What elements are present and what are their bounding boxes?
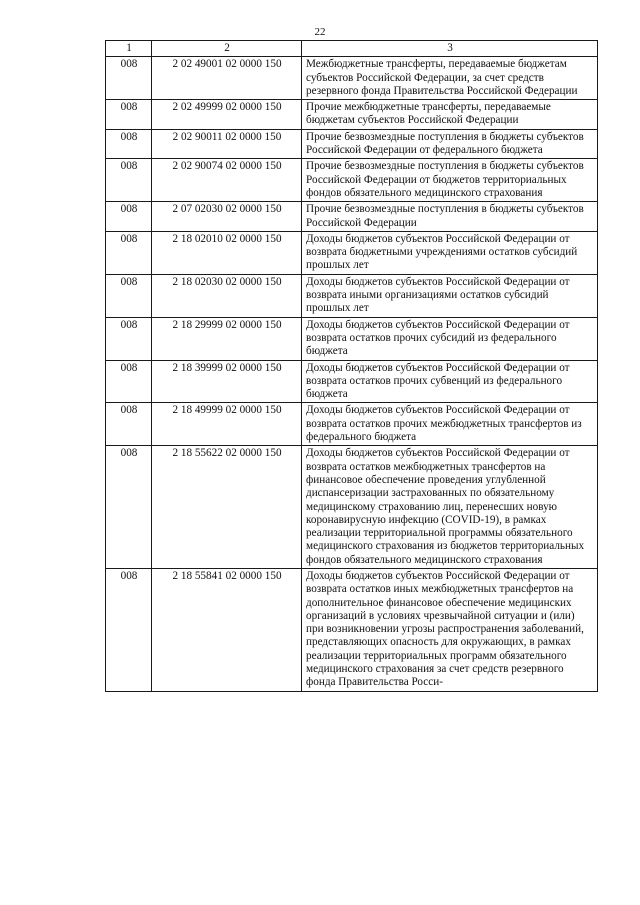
description-cell: Доходы бюджетов субъектов Российской Федерации от возврата иными организациями остатков субсидий прошлых лет [302,274,598,317]
classification-code-cell: 2 18 02030 02 0000 150 [152,274,302,317]
description-cell: Доходы бюджетов субъектов Российской Федерации от возврата остатков межбюджетных трансфертов на финансовое обеспечение проведения углубленной диспансеризации застрахованных по обязательному медицинскому страхованию лиц, перенесших новую коронавирусную инфекцию (COVID-19), в рамках реализации территориальной программы обязательного медицинского страхования из бюджетов территориальных фондов обязательного медицинского страхования [302,446,598,569]
admin-code-cell: 008 [106,100,152,130]
budget-revenue-table [105,40,598,692]
table-row [106,129,598,159]
table-row [106,360,598,403]
description-cell: Прочие межбюджетные трансферты, передаваемые бюджетам субъектов Российской Федерации [302,100,598,130]
admin-code-cell: 008 [106,57,152,100]
classification-code-cell: 2 02 49999 02 0000 150 [152,100,302,130]
description-cell: Доходы бюджетов субъектов Российской Федерации от возврата остатков иных межбюджетных трансфертов на дополнительное финансовое обеспечение медицинских организаций в условиях чрезвычайной ситуации и (или) при возникновении угрозы распространения заболеваний, представляющих опасность для окружающих, в рамках реализации территориальных программ обязательного медицинского страхования за счет средств резервного фонда Правительства Росси- [302,568,598,691]
description-cell: Доходы бюджетов субъектов Российской Федерации от возврата бюджетными учреждениями остатков субсидий прошлых лет [302,231,598,274]
description-cell: Межбюджетные трансферты, передаваемые бюджетам субъектов Российской Федерации, за счет средств резервного фонда Правительства Российской Федерации [302,57,598,100]
admin-code-cell: 008 [106,129,152,159]
header-col-1: 1 [106,41,152,57]
admin-code-cell: 008 [106,317,152,360]
admin-code-cell: 008 [106,446,152,569]
table-row [106,57,598,100]
page-number: 22 [314,26,326,38]
header-col-2: 2 [152,41,302,57]
classification-code-cell: 2 02 90011 02 0000 150 [152,129,302,159]
table-row [106,202,598,232]
classification-code-cell: 2 07 02030 02 0000 150 [152,202,302,232]
classification-code-cell: 2 18 49999 02 0000 150 [152,403,302,446]
description-cell: Доходы бюджетов субъектов Российской Федерации от возврата остатков прочих субсидий из федерального бюджета [302,317,598,360]
table-header-row [106,41,598,57]
classification-code-cell: 2 18 02010 02 0000 150 [152,231,302,274]
admin-code-cell: 008 [106,403,152,446]
table-row [106,159,598,202]
header-col-3: 3 [302,41,598,57]
classification-code-cell: 2 02 90074 02 0000 150 [152,159,302,202]
admin-code-cell: 008 [106,202,152,232]
table-row [106,446,598,569]
admin-code-cell: 008 [106,568,152,691]
classification-code-cell: 2 18 29999 02 0000 150 [152,317,302,360]
classification-code-cell: 2 18 55841 02 0000 150 [152,568,302,691]
table-row [106,231,598,274]
table-row [106,274,598,317]
table-body [106,57,598,691]
table-row [106,403,598,446]
description-cell: Прочие безвозмездные поступления в бюджеты субъектов Российской Федерации от федерального бюджета [302,129,598,159]
description-cell: Доходы бюджетов субъектов Российской Федерации от возврата остатков прочих субвенций из федерального бюджета [302,360,598,403]
admin-code-cell: 008 [106,159,152,202]
table-row [106,568,598,691]
classification-code-cell: 2 18 55622 02 0000 150 [152,446,302,569]
admin-code-cell: 008 [106,274,152,317]
table-row [106,100,598,130]
classification-code-cell: 2 18 39999 02 0000 150 [152,360,302,403]
description-cell: Прочие безвозмездные поступления в бюджеты субъектов Российской Федерации от бюджетов территориальных фондов обязательного медицинского страхования [302,159,598,202]
admin-code-cell: 008 [106,231,152,274]
classification-code-cell: 2 02 49001 02 0000 150 [152,57,302,100]
description-cell: Прочие безвозмездные поступления в бюджеты субъектов Российской Федерации [302,202,598,232]
table-row [106,317,598,360]
description-cell: Доходы бюджетов субъектов Российской Федерации от возврата остатков прочих межбюджетных трансфертов из федерального бюджета [302,403,598,446]
admin-code-cell: 008 [106,360,152,403]
